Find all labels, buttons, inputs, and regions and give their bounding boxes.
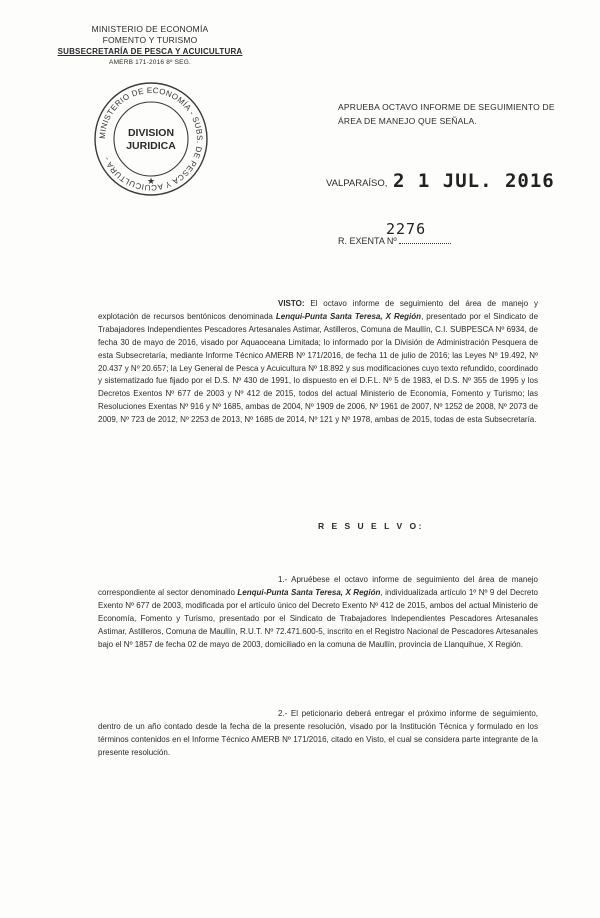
date-stamp: 2 1 JUL. 2016 bbox=[393, 170, 555, 192]
resuelvo-heading: R E S U E L V O: bbox=[318, 521, 424, 531]
stamp-center-line2: JURIDICA bbox=[126, 140, 176, 152]
stamp-ring-text: MINISTERIO DE ECONOMÍA - SUBS. DE PESCA Y ACUICULTURA - bbox=[97, 85, 205, 193]
letterhead-ministry-2: FOMENTO Y TURISMO bbox=[102, 35, 198, 45]
letterhead bbox=[50, 24, 250, 68]
resuelvo-2-text: 2.- El peticionario deberá entregar el próximo informe de seguimiento, dentro de un año contado desde la fecha de la presente resolución, visado por la Institución Técnica y formulado en los términos contenidos en el Informe Técnico AMERB Nº 171/2016, citado en Visto, el cual se considera parte integrante de la presente resolución. bbox=[98, 709, 538, 757]
stamp-star-icon: ★ bbox=[146, 176, 156, 186]
visto-paragraph bbox=[98, 298, 538, 508]
visto-area-name: Lenqui-Punta Santa Teresa, X Región bbox=[275, 311, 422, 321]
resuelvo-1-text-2: , individualizada artículo 1º Nº 9 del Decreto Exento Nº 677 de 2003, modificada por el artículo único del Decreto Exento Nº 412 de 2015, ambos del actual Ministerio de Economía, Fomento y Turismo, presentado por el Sindicato de Trabajadores Independientes Pescadores Artesanales Astimar, Astilleros, Comuna de Maullín, R.U.T. Nº 72.471.600-5, inscrito en el Registro Nacional de Pescadores Artesanales bajo el Nº 1857 de fecha 02 de mayo de 2003, domiciliado en la comuna de Maullín, provincia de Llanquihue, X Región. bbox=[98, 587, 538, 649]
exenta-blank-line bbox=[399, 243, 451, 244]
resolution-number: 2276 bbox=[386, 220, 427, 238]
resuelvo-1-text-1: 1.- Apruébese el octavo informe de seguimiento del área de manejo correspondiente al sector denominado bbox=[98, 575, 538, 597]
resuelvo-paragraph-1 bbox=[98, 574, 538, 674]
letterhead-subsecretaria: SUBSECRETARÍA DE PESCA Y ACUICULTURA bbox=[57, 47, 243, 56]
letterhead-reference: AMERB 171-2016 8º SEG. bbox=[109, 59, 191, 66]
letterhead-ministry: MINISTERIO DE ECONOMÍA bbox=[91, 24, 209, 34]
resuelvo-paragraph-2 bbox=[98, 708, 538, 772]
visto-text-1: El octavo informe de seguimiento del área de manejo y explotación de recursos bentónicos denominada bbox=[98, 299, 538, 321]
place: VALPARAÍSO, bbox=[326, 178, 388, 189]
resolution-subject: APRUEBA OCTAVO INFORME DE SEGUIMIENTO DE ÁREA DE MANEJO QUE SEÑALA. bbox=[338, 102, 555, 126]
exenta-label: R. EXENTA Nº bbox=[338, 236, 397, 246]
resuelvo-1-area-name: Lenqui-Punta Santa Teresa, X Región bbox=[237, 587, 381, 597]
visto-text-2: , presentado por el Sindicato de Trabajadores Independientes Pescadores Artesanales Astimar, Astilleros, Comuna de Maullín, C.I. SUBPESCA Nº 6934, de fecha 30 de mayo de 2016, visado por Aquaoceana Limitada; lo informado por la División de Administración Pesquera de esta Subsecretaría, mediante Informe Técnico AMERB Nº 171/2016, de fecha 11 de julio de 2016; las Leyes Nº 19.492, Nº 20.437 y Nº 20.657; la Ley General de Pesca y Acuicultura Nº 18.892 y sus modificaciones cuyo texto refundido, coordinado y sistematizado fue fijado por el D.S. Nº 430 de 1991, lo dispuesto en el D.F.L. Nº 5 de 1983, el D.S. Nº 355 de 1995 y los Decretos Exentos Nº 677 de 2003 y Nº 412 de 2015, todos del actual Ministerio de Economía, Fomento y Turismo; las Resoluciones Exentas Nº 916 y Nº 1685, ambas de 2004, Nº 1909 de 2006, Nº 1961 de 2007, Nº 1252 de 2008, Nº 2073 de 2009, Nº 723 de 2012, Nº 2253 de 2013, Nº 1685 de 2014, Nº 121 y Nº 1978, ambas de 2015, todas de esta Subsecretaría. bbox=[98, 311, 539, 425]
exenta-line bbox=[338, 236, 451, 246]
visto-label: VISTO: bbox=[278, 299, 305, 308]
stamp-center-line1: DIVISION bbox=[127, 127, 175, 139]
division-juridica-stamp-icon bbox=[88, 76, 214, 202]
